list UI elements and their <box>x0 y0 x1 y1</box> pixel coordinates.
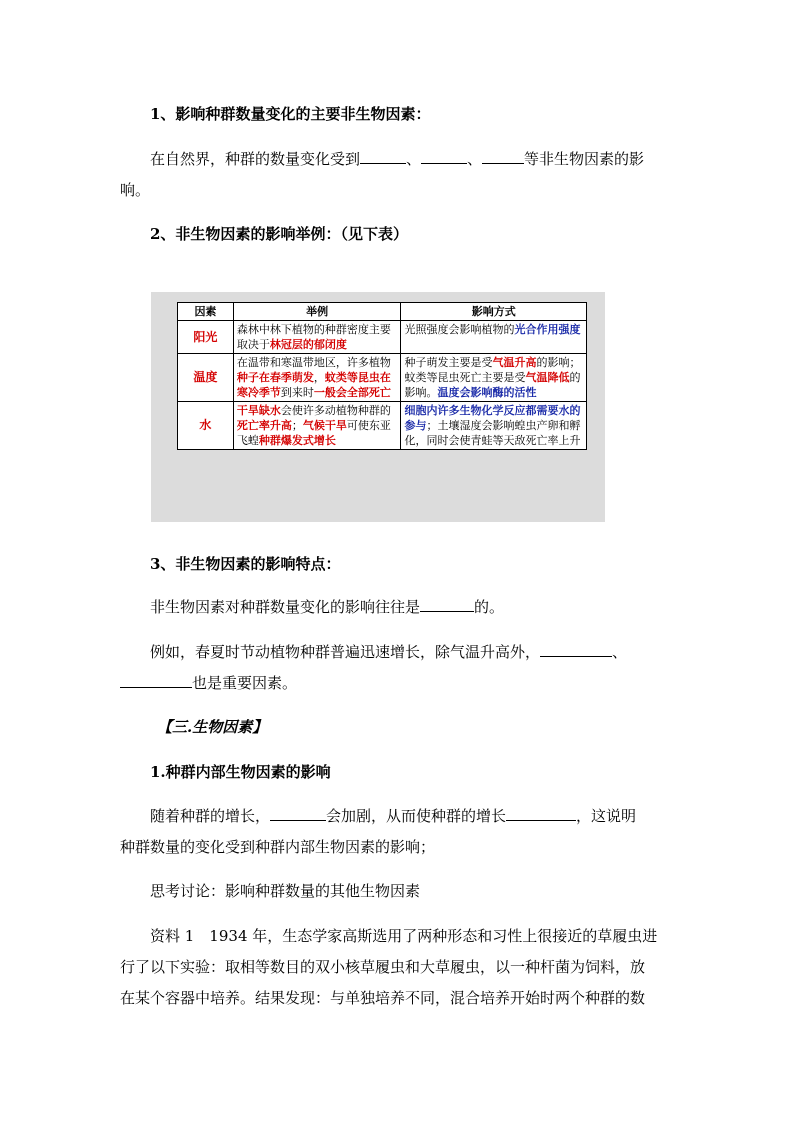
paragraph-example-cont: 也是重要因素。 <box>120 672 297 693</box>
heading-characteristics: 3、非生物因素的影响特点： <box>150 555 341 573</box>
paragraph-characteristic: 非生物因素对种群数量变化的影响往往是 的。 <box>150 598 505 616</box>
header-example: 举例 <box>233 303 401 321</box>
table-row <box>178 321 587 354</box>
factor-temperature: 温度 <box>178 354 234 402</box>
table-image-frame <box>151 292 605 522</box>
header-factor: 因素 <box>178 303 234 321</box>
fill-blank[interactable] <box>420 597 474 612</box>
fill-blank[interactable] <box>120 673 192 688</box>
table-row <box>178 402 587 450</box>
example-cell: 干旱缺水会使许多动植物种群的死亡率升高；气候干旱可使东亚飞蝗种群爆发式增长 <box>233 402 401 450</box>
material-1-line-3: 在某个容器中培养。结果发现：与单独培养不同，混合培养开始时两个种群的数 <box>120 989 646 1007</box>
material-1-line-2: 行了以下实验：取相等数目的双小核草履虫和大草履虫，以一种杆菌为饲料，放 <box>120 958 646 976</box>
effect-cell: 细胞内许多生物化学反应都需要水的参与；土壤湿度会影响蝗虫产卵和孵化，同时会使青蛙等天敌死亡率上升 <box>401 402 587 450</box>
paragraph-internal-biotic: 随着种群的增长， 会加剧，从而使种群的增长 ，这说明 <box>150 807 637 825</box>
paragraph-example: 例如，春夏时节动植物种群普遍迅速增长，除气温升高外， 、 <box>150 643 628 661</box>
paragraph-continuation: 响。 <box>120 181 151 199</box>
material-1-line-1: 资料 1 1934 年，生态学家高斯选用了两种形态和习性上很接近的草履虫进 <box>150 927 658 945</box>
heading-abiotic-factors: 1、影响种群数量变化的主要非生物因素： <box>150 105 431 123</box>
example-cell: 在温带和寒温带地区，许多植物种子在春季萌发，蚊类等昆虫在寒冷季节到来时一般会全部死亡 <box>233 354 401 402</box>
effect-cell: 光照强度会影响植物的光合作用强度 <box>401 321 587 354</box>
fill-blank[interactable] <box>270 806 326 821</box>
fill-blank[interactable] <box>506 806 576 821</box>
fill-blank[interactable] <box>360 149 406 164</box>
paragraph-abiotic-intro: 在自然界，种群的数量变化受到 、 、 等非生物因素的影 <box>150 150 645 168</box>
fill-blank[interactable] <box>482 149 524 164</box>
fill-blank[interactable] <box>421 149 467 164</box>
section-title-biotic: 【三.生物因素】 <box>157 718 268 736</box>
table-row <box>178 354 587 402</box>
effect-cell: 种子萌发主要是受气温升高的影响；蚊类等昆虫死亡主要是受气温降低的影响。温度会影响酶的活性 <box>401 354 587 402</box>
abiotic-factor-table <box>177 302 587 450</box>
heading-examples: 2、非生物因素的影响举例：（见下表） <box>150 225 408 243</box>
factor-sunlight: 阳光 <box>178 321 234 354</box>
table-header-row <box>178 303 587 321</box>
header-effect: 影响方式 <box>401 303 587 321</box>
discussion-prompt: 思考讨论：影响种群数量的其他生物因素 <box>150 882 421 900</box>
fill-blank[interactable] <box>540 642 612 657</box>
paragraph-internal-biotic-cont: 种群数量的变化受到种群内部生物因素的影响； <box>120 838 436 856</box>
factor-water: 水 <box>178 402 234 450</box>
heading-internal-biotic: 1.种群内部生物因素的影响 <box>150 763 331 781</box>
example-cell: 森林中林下植物的种群密度主要取决于林冠层的郁闭度 <box>233 321 401 354</box>
